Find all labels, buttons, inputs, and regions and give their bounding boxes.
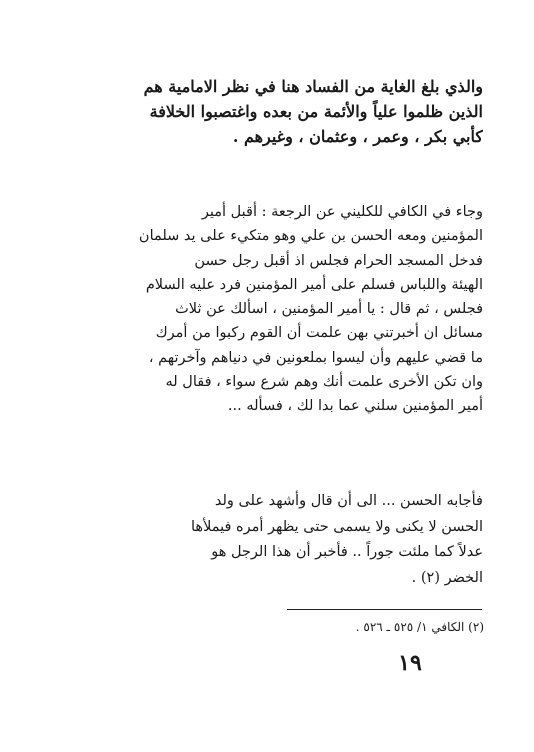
footnote-separator [287,609,482,610]
paragraph-line: ما قضي عليهم وأن ليسوا بملعونين في دنياهم وآخرتهم ، [148,349,483,366]
paragraph-line: الذين ظلموا علياً والأئمة من بعده واغتصبوا الخلافة [149,102,483,121]
paragraph-line: كأبي بكر ، وعمر ، وعثمان ، وغيرهم . [232,127,483,146]
paragraph-line: الخضر (٢) . [411,569,483,586]
paragraph-line: عدلاً كما ملئت جوراً .. فأخبر أن هذا الرجل هو [211,544,483,560]
paragraph-kafi-narration [58,200,483,419]
paragraph-line: والذي بلغ الغاية من الفساد هنا في نظر الامامية هم [143,77,483,96]
footnote: (٢) الكافي ١/ ٥٢٥ ـ ٥٢٦ . [355,620,484,634]
paragraph-line: وجاء في الكافي للكليني عن الرجعة : أقبل أمير [201,204,483,220]
paragraph-imamiyya-view [58,74,483,149]
paragraph-line: فأجابه الحسن ... الى أن قال وأشهد على ولد [214,493,483,509]
paragraph-line: وان تكن الأخرى علمت أنك وهم شرع سواء ، فقال له [165,374,483,391]
paragraph-line: الحسن لا يكنى ولا يسمى حتى يظهر أمره فيملأها [191,518,483,535]
paragraph-line: أمير المؤمنين سلني عما بدا لك ، فسأله ... [227,398,483,415]
paragraph-line: المؤمنين ومعه الحسن بن علي وهو متكيء على يد سلمان [138,228,483,245]
page-number: ١٩ [398,650,422,676]
paragraph-hasan-answer [58,489,483,591]
paragraph-line: الهيئة واللباس فسلم على أمير المؤمنين فرد عليه السلام [145,276,483,293]
paragraph-line: فدخل المسجد الحرام فجلس اذ أقبل رجل حسن [194,252,483,269]
paragraph-line: مسائل ان أخبرتني بهن علمت أن القوم ركبوا من أمرك [155,325,483,342]
paragraph-line: فجلس ، ثم قال : يا أمير المؤمنين ، اسألك عن ثلاث [175,301,483,318]
